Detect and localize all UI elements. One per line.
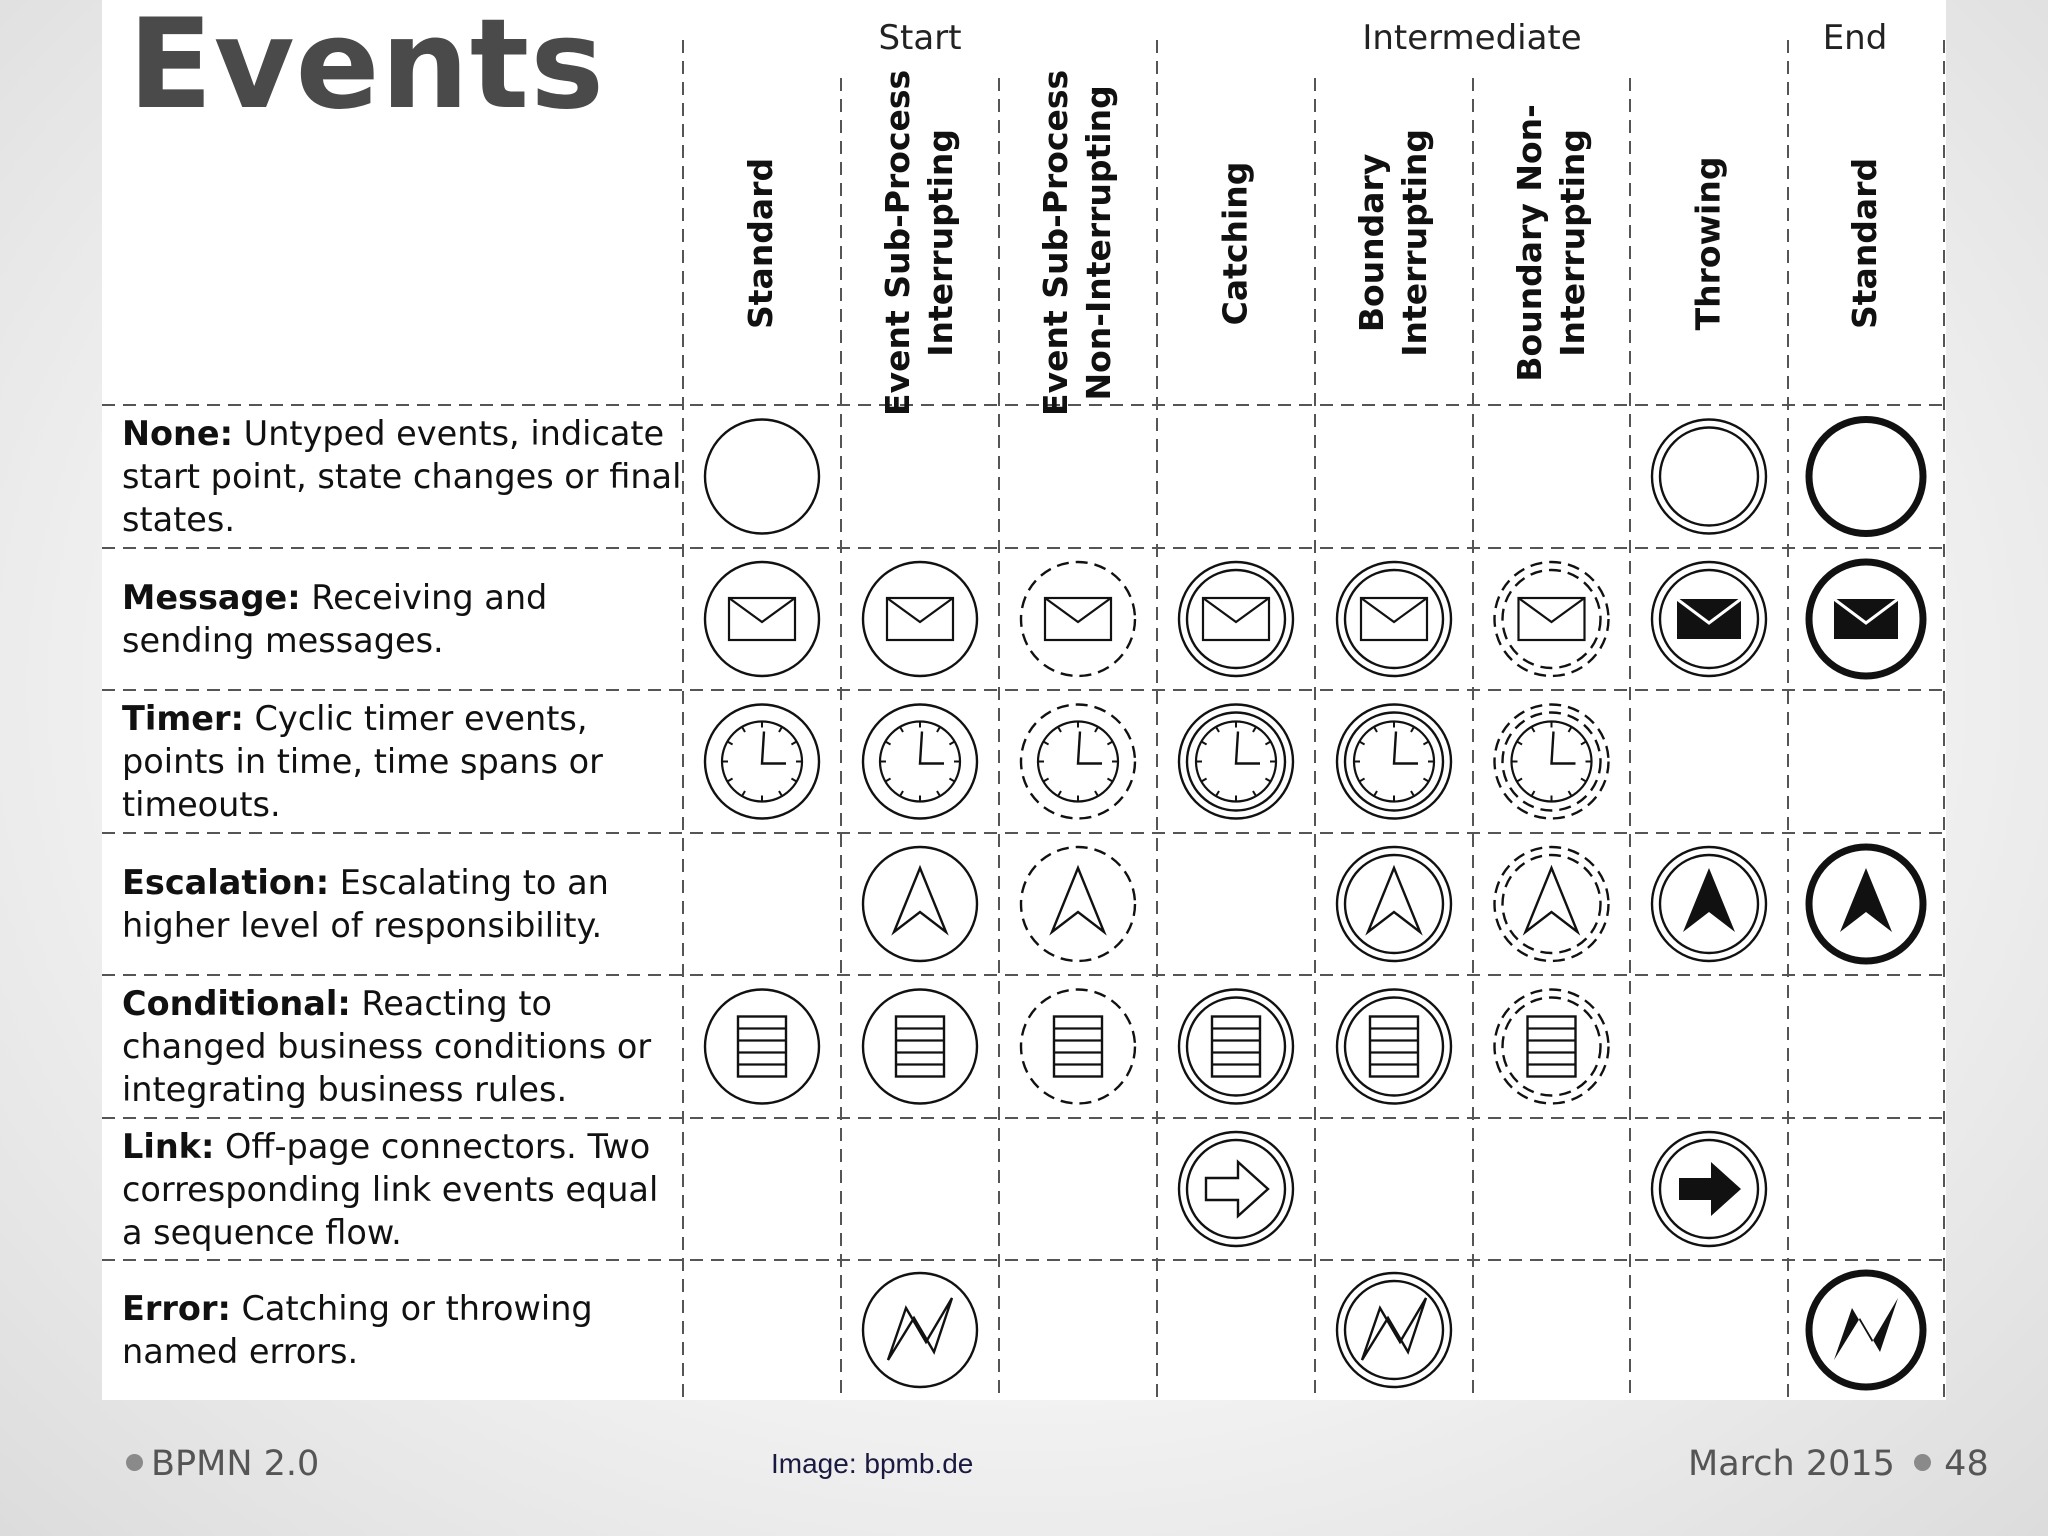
footer-date: March 2015 [1688, 1444, 1895, 1484]
footer-presentation-title: BPMN 2.0 [151, 1444, 320, 1484]
escalation-event-startNI-icon [1021, 847, 1135, 961]
column-header-label: Standard [1845, 157, 1885, 329]
row-event-description: Untyped events, indicate start point, state changes or final states. [122, 414, 682, 539]
row-event-description: Receiving and sending messages. [122, 578, 548, 660]
message-event-end-icon [1809, 562, 1923, 676]
row-separator: : [217, 1289, 231, 1328]
column-header-label: Boundary Interrupting [1352, 129, 1435, 357]
message-event-catch-icon [1179, 562, 1293, 676]
message-event-start-icon [705, 562, 819, 676]
column-header-label: Catching [1215, 161, 1255, 325]
conditional-event-catch-icon [1179, 990, 1293, 1104]
slide-title: Events [128, 0, 605, 137]
link-event-throw-icon [1652, 1132, 1766, 1246]
timer-event-start-icon [705, 705, 819, 819]
row-separator: : [287, 578, 301, 617]
footer-image-credit: Image: bpmb.de [771, 1448, 974, 1479]
escalation-event-boundNI-icon [1495, 847, 1609, 961]
footer-page-number: 48 [1944, 1444, 1989, 1484]
escalation-event-start-icon [863, 847, 977, 961]
bullet-icon [126, 1454, 143, 1471]
timer-event-start-icon [863, 705, 977, 819]
row-separator: : [337, 984, 351, 1023]
row-event-type: Timer [122, 699, 231, 738]
escalation-event-throw-icon [1652, 847, 1766, 961]
conditional-event-start-icon [705, 990, 819, 1104]
error-event-bound-icon [1337, 1273, 1451, 1387]
row-event-description: Catching or throwing named errors. [122, 1289, 593, 1371]
message-event-boundNI-icon [1495, 562, 1609, 676]
column-header-label: Event Sub-Process Interrupting [878, 69, 961, 417]
row-event-type: Link [122, 1126, 201, 1166]
escalation-event-bound-icon [1337, 847, 1451, 961]
conditional-event-boundNI-icon [1495, 990, 1609, 1104]
row-event-description: Cyclic timer events, points in time, time spans or timeouts. [122, 699, 603, 824]
timer-event-boundNI-icon [1495, 705, 1609, 819]
row-event-type: Escalation [122, 863, 316, 902]
row-event-description: Escalating to an higher level of responsibility. [122, 863, 609, 945]
row-separator: : [315, 863, 330, 902]
bullet-icon [1914, 1454, 1931, 1471]
none-event-throw-icon [1652, 420, 1766, 534]
message-event-start-icon [863, 562, 977, 676]
footer-right [1688, 1444, 1989, 1484]
none-event-end-icon [1809, 420, 1923, 534]
row-separator: : [200, 1126, 215, 1166]
error-event-end-icon [1809, 1273, 1923, 1387]
column-header-label: Event Sub-Process Non-Interrupting [1036, 69, 1119, 417]
row-event-type: Conditional [122, 984, 338, 1023]
escalation-event-end-icon [1809, 847, 1923, 961]
conditional-event-bound-icon [1337, 990, 1451, 1104]
row-separator: : [230, 699, 244, 738]
group-header-start: Start [878, 18, 962, 58]
group-header-intermediate: Intermediate [1362, 18, 1582, 58]
message-event-throw-icon [1652, 562, 1766, 676]
timer-event-catch-icon [1179, 705, 1293, 819]
row-event-type: None [122, 414, 220, 453]
conditional-event-start-icon [863, 990, 977, 1104]
footer-left [126, 1444, 319, 1484]
conditional-event-startNI-icon [1021, 990, 1135, 1104]
row-separator: : [219, 414, 234, 453]
none-event-start-icon [705, 420, 819, 534]
column-header-label: Throwing [1688, 156, 1728, 330]
message-event-startNI-icon [1021, 562, 1135, 676]
group-header-end: End [1822, 18, 1888, 58]
timer-event-startNI-icon [1021, 705, 1135, 819]
row-event-description: Off-page connectors. Two corresponding link events equal a sequence flow. [122, 1126, 659, 1252]
link-event-catch-icon [1179, 1132, 1293, 1246]
error-event-start-icon [863, 1273, 977, 1387]
row-event-type: Error [122, 1289, 218, 1328]
timer-event-bound-icon [1337, 705, 1451, 819]
column-header-label: Boundary Non- Interrupting [1509, 104, 1592, 382]
row-event-type: Message [122, 578, 288, 617]
column-header-label: Standard [741, 157, 781, 329]
row-event-description: Reacting to changed business conditions or integrating business rules. [122, 984, 652, 1109]
message-event-bound-icon [1337, 562, 1451, 676]
